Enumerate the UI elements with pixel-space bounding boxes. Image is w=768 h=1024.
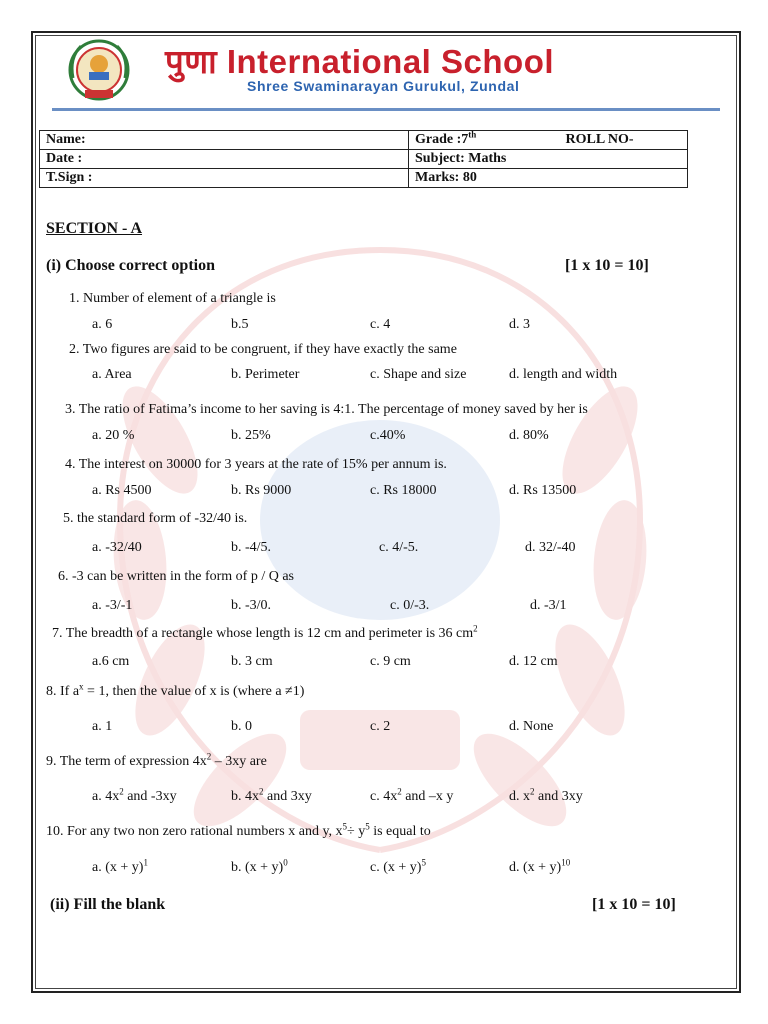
q9-c-text: c. 4x bbox=[370, 789, 398, 804]
q2-option-d[interactable]: d. length and width bbox=[509, 367, 618, 382]
question-9-text-b: – 3xy are bbox=[211, 754, 267, 769]
q6-option-b[interactable]: b. -3/0. bbox=[231, 598, 272, 613]
date-field[interactable] bbox=[40, 150, 409, 169]
q1-option-b[interactable]: b.5 bbox=[231, 317, 249, 332]
q10-b-text: b. (x + y) bbox=[231, 860, 284, 875]
question-7-text: 7. The breadth of a rectangle whose length is 12 cm and perimeter is 36 cm bbox=[52, 626, 474, 641]
q8-option-a[interactable]: a. 1 bbox=[92, 719, 113, 734]
student-info-table bbox=[39, 130, 688, 188]
tsign-field[interactable] bbox=[40, 169, 409, 188]
question-10-sup2: 5 bbox=[365, 821, 370, 832]
q7-option-d[interactable]: d. 12 cm bbox=[509, 654, 558, 669]
q9-option-b[interactable] bbox=[231, 786, 312, 805]
q9-c-sup: 2 bbox=[397, 786, 402, 797]
q4-option-a[interactable]: a. Rs 4500 bbox=[92, 483, 152, 498]
question-8-text-a: 8. If a bbox=[46, 684, 80, 699]
question-7-sup: 2 bbox=[473, 623, 478, 634]
q10-d-sup: 10 bbox=[561, 857, 571, 868]
q7-option-b[interactable]: b. 3 cm bbox=[231, 654, 273, 669]
part1-marks: [1 x 10 = 10] bbox=[565, 257, 649, 274]
q10-option-a[interactable] bbox=[92, 857, 148, 876]
q10-option-c[interactable] bbox=[370, 857, 426, 876]
question-10-text-mid: ÷ y bbox=[347, 824, 366, 839]
name-field[interactable] bbox=[40, 131, 409, 150]
school-logo-icon bbox=[67, 38, 131, 104]
q9-option-c[interactable] bbox=[370, 786, 454, 805]
question-8-text-b: = 1, then the value of x is (where a ≠1) bbox=[83, 684, 305, 699]
question-9-text-a: 9. The term of expression 4x bbox=[46, 754, 207, 769]
q5-option-a[interactable]: a. -32/40 bbox=[92, 540, 142, 555]
q1-option-d[interactable]: d. 3 bbox=[509, 317, 530, 332]
q6-option-a[interactable]: a. -3/-1 bbox=[92, 598, 133, 613]
grade-cell bbox=[409, 131, 688, 150]
subject-cell bbox=[409, 150, 688, 169]
q5-option-d[interactable]: d. 32/-40 bbox=[525, 540, 576, 555]
question-10 bbox=[46, 821, 431, 840]
grade-sup: th bbox=[468, 129, 477, 140]
grade-label: Grade :7 bbox=[415, 132, 469, 147]
q2-option-a[interactable]: a. Area bbox=[92, 367, 132, 382]
q8-option-d[interactable]: d. None bbox=[509, 719, 554, 734]
q3-option-d[interactable]: d. 80% bbox=[509, 428, 549, 443]
q8-option-b[interactable]: b. 0 bbox=[231, 719, 252, 734]
question-3: 3. The ratio of Fatima’s income to her saving is 4:1. The percentage of money saved by her is bbox=[65, 402, 588, 417]
q2-option-b[interactable]: b. Perimeter bbox=[231, 367, 300, 382]
q1-option-c[interactable]: c. 4 bbox=[370, 317, 391, 332]
question-1: 1. Number of element of a triangle is bbox=[69, 291, 276, 306]
question-10-sup: 5 bbox=[342, 821, 348, 832]
q10-c-text: c. (x + y) bbox=[370, 860, 422, 875]
q9-d-text: d. x bbox=[509, 789, 530, 804]
q10-b-sup: 0 bbox=[283, 857, 288, 868]
q1-option-a[interactable]: a. 6 bbox=[92, 317, 113, 332]
q6-option-c[interactable]: c. 0/-3. bbox=[390, 598, 430, 613]
q5-option-c[interactable]: c. 4/-5. bbox=[379, 540, 419, 555]
part2-title: (ii) Fill the blank bbox=[50, 896, 166, 913]
q5-option-b[interactable]: b. -4/5. bbox=[231, 540, 272, 555]
section-a-title: SECTION - A bbox=[46, 220, 143, 237]
question-9-sup: 2 bbox=[206, 751, 212, 762]
roll-label: ROLL NO- bbox=[565, 132, 634, 147]
q3-option-a[interactable]: a. 20 % bbox=[92, 428, 135, 443]
question-2: 2. Two figures are said to be congruent, if they have exactly the same bbox=[69, 342, 457, 357]
tsign-label: T.Sign : bbox=[46, 170, 93, 185]
info-row bbox=[40, 169, 688, 188]
q6-option-d[interactable]: d. -3/1 bbox=[530, 598, 567, 613]
name-label: Name: bbox=[46, 132, 86, 147]
q9-option-a[interactable] bbox=[92, 786, 177, 805]
school-name bbox=[165, 38, 554, 83]
q9-b-text: b. 4x bbox=[231, 789, 259, 804]
school-subtitle: Shree Swaminarayan Gurukul, Zundal bbox=[247, 78, 520, 94]
q9-a-text: a. 4x bbox=[92, 789, 120, 804]
part1-title: (i) Choose correct option bbox=[46, 257, 215, 274]
date-label: Date : bbox=[46, 151, 83, 166]
q10-c-sup: 5 bbox=[421, 857, 426, 868]
part2-marks: [1 x 10 = 10] bbox=[592, 896, 676, 913]
school-name-english: International School bbox=[217, 43, 555, 80]
question-8-sup: x bbox=[79, 681, 84, 692]
q10-option-d[interactable] bbox=[509, 857, 571, 876]
question-10-text-a: 10. For any two non zero rational numbers x and y, x bbox=[46, 824, 343, 839]
q10-option-b[interactable] bbox=[231, 857, 288, 876]
q4-option-c[interactable]: c. Rs 18000 bbox=[370, 483, 437, 498]
q8-option-c[interactable]: c. 2 bbox=[370, 719, 391, 734]
info-row bbox=[40, 150, 688, 169]
q9-d-sup: 2 bbox=[530, 786, 535, 797]
q9-d-text-b: and 3xy bbox=[534, 789, 583, 804]
q2-option-c[interactable]: c. Shape and size bbox=[370, 367, 467, 382]
marks-label: Marks: 80 bbox=[415, 170, 477, 185]
question-4: 4. The interest on 30000 for 3 years at the rate of 15% per annum is. bbox=[65, 457, 447, 472]
q3-option-c[interactable]: c.40% bbox=[370, 428, 406, 443]
question-9 bbox=[46, 751, 267, 770]
q10-a-sup: 1 bbox=[143, 857, 148, 868]
school-name-hindi: पुणा bbox=[165, 42, 218, 81]
question-5: 5. the standard form of -32/40 is. bbox=[63, 511, 248, 526]
q9-a-sup: 2 bbox=[119, 786, 124, 797]
marks-cell bbox=[409, 169, 688, 188]
q10-a-text: a. (x + y) bbox=[92, 860, 144, 875]
question-8 bbox=[46, 681, 305, 700]
q7-option-c[interactable]: c. 9 cm bbox=[370, 654, 411, 669]
subject-label: Subject: Maths bbox=[415, 151, 507, 166]
q9-b-text-b: and 3xy bbox=[263, 789, 312, 804]
info-row bbox=[40, 131, 688, 150]
q4-option-d[interactable]: d. Rs 13500 bbox=[509, 483, 577, 498]
header-divider bbox=[52, 108, 720, 111]
q7-option-a[interactable]: a.6 cm bbox=[92, 654, 130, 669]
q4-option-b[interactable]: b. Rs 9000 bbox=[231, 483, 292, 498]
q9-b-sup: 2 bbox=[259, 786, 264, 797]
question-6: 6. -3 can be written in the form of p / Q as bbox=[58, 569, 294, 584]
question-10-text-b: is equal to bbox=[369, 824, 431, 839]
q9-c-text-b: and –x y bbox=[401, 789, 454, 804]
q3-option-b[interactable]: b. 25% bbox=[231, 428, 271, 443]
question-7 bbox=[52, 623, 478, 642]
q10-d-text: d. (x + y) bbox=[509, 860, 562, 875]
q9-a-text-b: and -3xy bbox=[123, 789, 177, 804]
q9-option-d[interactable] bbox=[509, 786, 583, 805]
